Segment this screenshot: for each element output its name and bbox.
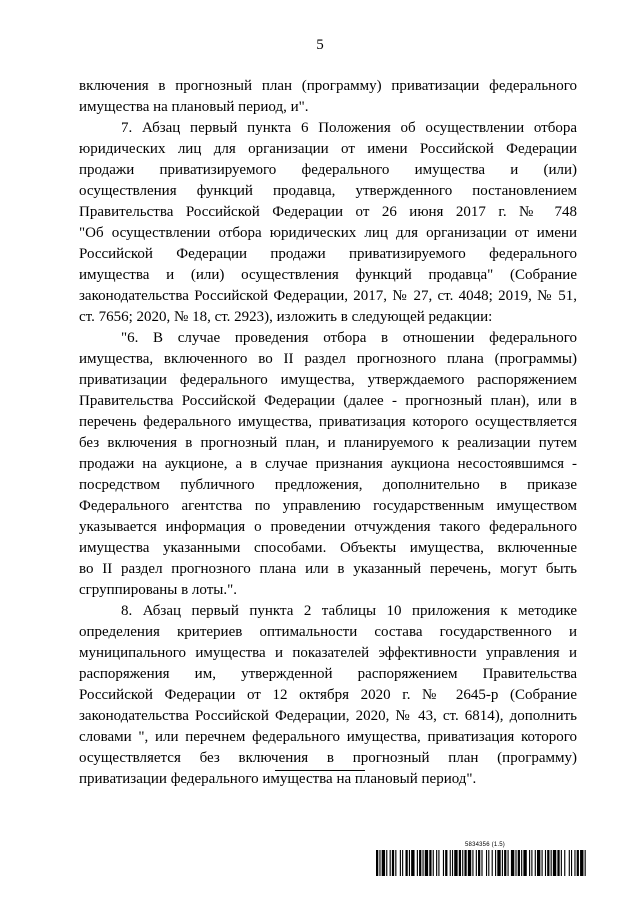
text-line: во II раздел прогнозного плана или в указанный перечень, могут быть [79,561,577,577]
barcode-bar [515,850,516,876]
text-line: Российской Федерации от 12 октября 2020 г. № 2645-р (Собрание [79,687,577,703]
barcode-bar [402,850,403,876]
text-line: Правительства Российской Федерации от 26 июня 2017 г. № 748 [79,204,577,220]
text-line: сгруппированы в лоты.". [79,582,237,598]
paragraph-continuation [79,76,577,118]
text-line: словами ", или перечнем федерального имущества, приватизация которого [79,729,577,745]
barcode-bar [577,850,579,876]
barcode-bar [395,850,396,876]
document-text [79,76,577,790]
text-line: Федерального агентства по управлению государственным имуществом [79,498,577,514]
barcode-bar [521,850,522,876]
barcode-bar [462,850,463,876]
text-line: муниципального имущества и показателей эффективности управления и [79,645,577,661]
barcode-bar [392,850,394,876]
text-line: без включения в прогнозный план, и планируемого к реализации путем [79,435,577,451]
paragraph-item-8 [79,601,577,790]
barcode-bar [486,850,487,876]
text-line: осуществления функций продавца, утвержденного постановлением [79,183,577,199]
barcode-bar [419,850,421,876]
barcode-bar [400,850,401,876]
barcode-bar [459,850,461,876]
barcode-bar [376,850,378,876]
text-line: осуществляется без включения в прогнозный план (программу) [79,750,577,766]
barcode-icon [376,850,588,876]
text-line: продажи приватизируемого федерального имущества и (или) [79,162,577,178]
barcode-bar [417,850,418,876]
barcode-bar [429,850,431,876]
barcode-bar [443,850,444,876]
barcode-bar [436,850,437,876]
barcode-bar [382,850,385,876]
text-line: ст. 7656; 2020, № 18, ст. 2923), изложить в следующей редакции: [79,309,493,325]
barcode-bar [409,850,410,876]
barcode-bar [464,850,466,876]
barcode-bar [537,850,540,876]
barcode-bar [551,850,552,876]
barcode-bar [535,850,536,876]
text-line: определения критериев оптимальности состава государственного и [79,624,577,640]
text-line: законодательства Российской Федерации, 2017, № 27, ст. 4048; 2019, № 51, [79,288,577,304]
text-line: приватизации федерального имущества на плановый период". [79,771,477,787]
barcode-bar [508,850,509,876]
barcode-bar [569,850,570,876]
text-line: посредством публичного предложения, дополнительно в приказе [79,477,577,493]
barcode-bar [497,850,500,876]
barcode-bar [511,850,514,876]
barcode-bar [452,850,453,876]
text-line: Правительства Российской Федерации (далее - прогнозный план), или в [79,393,577,409]
barcode-bar [405,850,407,876]
barcode-bar [529,850,530,876]
text-line: указывается информация о проведении отчуждения такого федерального [79,519,577,535]
barcode-bar [557,850,559,876]
text-line: Российской Федерации продажи приватизируемого федерального [79,246,577,262]
barcode-bar [574,850,575,876]
barcode-bar [542,850,543,876]
barcode-caption: 5834356 (1.5) [465,842,505,848]
barcode-bar [411,850,414,876]
page-number: 5 [316,37,324,53]
barcode-bar [450,850,451,876]
paragraph-item-7 [79,118,577,328]
barcode-bar [379,850,380,876]
barcode-bar [547,850,549,876]
text-line: 8. Абзац первый пункта 2 таблицы 10 приложения к методике [121,603,577,619]
barcode-bar [502,850,503,876]
barcode-bar [433,850,434,876]
barcode-bar [438,850,439,876]
text-line: включения в прогнозный план (программу) приватизации федерального [79,78,577,94]
barcode-bar [468,850,471,876]
barcode-bar [425,850,428,876]
barcode-bar [386,850,387,876]
barcode-bar [518,850,520,876]
barcode-bar [585,850,586,876]
barcode-bar [545,850,546,876]
barcode-bar [531,850,532,876]
barcode-bar [561,850,562,876]
barcode-bar [488,850,489,876]
text-line: распоряжения им, утвержденной распоряжением Правительства [79,666,577,682]
end-separator-line [275,770,365,771]
text-line: приватизации федерального имущества, утверждаемого распоряжением [79,372,577,388]
barcode-bar [481,850,482,876]
barcode-bar [390,850,391,876]
barcode-bar [454,850,457,876]
barcode-bar [553,850,556,876]
text-line: юридических лиц для организации от имени Российской Федерации [79,141,577,157]
barcode-bar [571,850,572,876]
text-line: 7. Абзац первый пункта 6 Положения об осуществлении отбора [121,120,577,136]
barcode-bar [564,850,565,876]
text-line: перечень федерального имущества, приватизация которого осуществляется [79,414,577,430]
text-line: законодательства Российской Федерации, 2020, № 43, ст. 6814), дополнить [79,708,577,724]
barcode-bar [476,850,477,876]
barcode-bar [495,850,496,876]
paragraph-item-7-quote [79,328,577,601]
barcode-bar [445,850,447,876]
barcode-bar [422,850,423,876]
barcode-bar [580,850,583,876]
text-line: имущества на плановый период, и". [79,99,309,115]
text-line: "Об осуществлении отбора юридических лиц для организации от имени [79,225,577,241]
text-line: продажи на аукционе, а в случае признания аукциона несостоявшимся - [79,456,577,472]
text-line: имущества и (или) осуществления функций продавца" (Собрание [79,267,577,283]
text-line: "6. В случае проведения отбора в отношении федерального [121,330,577,346]
barcode-bar [504,850,506,876]
barcode-bar [492,850,493,876]
barcode-bar [472,850,473,876]
text-line: имущества, включенного во II раздел прогнозного плана (программы) [79,351,577,367]
barcode-bar [478,850,480,876]
barcode-bar [523,850,526,876]
text-line: имущества указанными способами. Объекты имущества, включенные [79,540,577,556]
